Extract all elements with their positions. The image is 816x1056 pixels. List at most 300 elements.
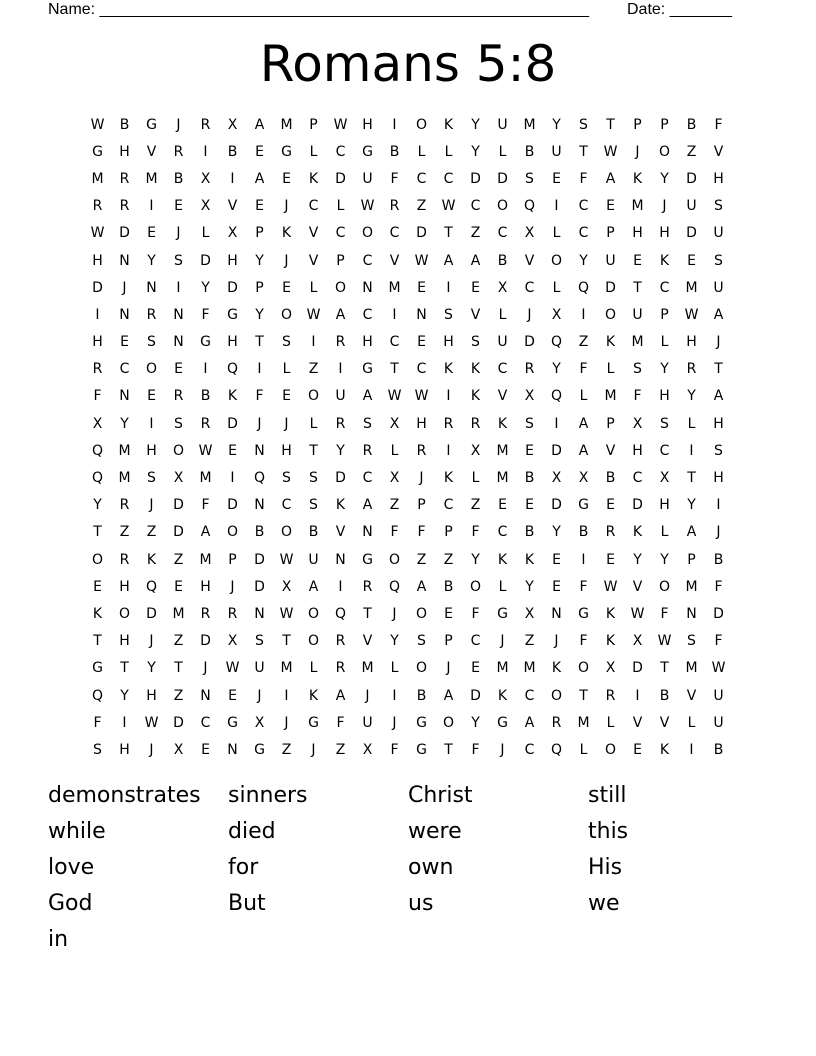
grid-letter: Y (390, 633, 399, 650)
grid-letter: Q (577, 279, 590, 296)
grid-letter: D (335, 470, 346, 487)
grid-letter: J (203, 660, 208, 677)
grid-letter: X (227, 116, 238, 133)
grid-letter: Y (660, 551, 669, 568)
grid-letter: N (254, 605, 265, 622)
grid-letter: C (524, 741, 535, 758)
word-list-item: still (588, 783, 627, 809)
grid-letter: J (419, 470, 424, 487)
grid-letter: R (119, 198, 130, 215)
grid-letter: L (579, 741, 588, 758)
grid-letter: M (523, 116, 536, 133)
grid-letter: L (606, 361, 615, 378)
grid-letter: O (118, 605, 131, 622)
grid-letter: O (280, 306, 293, 323)
grid-letter: C (416, 170, 427, 187)
grid-letter: B (416, 687, 427, 704)
grid-letter: W (603, 143, 618, 160)
grid-letter: O (307, 388, 320, 405)
grid-letter: R (605, 524, 616, 541)
grid-letter: H (227, 252, 238, 269)
grid-letter: Q (91, 470, 104, 487)
grid-letter: C (443, 170, 454, 187)
grid-letter: U (551, 143, 562, 160)
grid-letter: M (91, 170, 104, 187)
grid-letter: B (524, 524, 535, 541)
grid-letter: Q (91, 442, 104, 459)
grid-letter: S (714, 442, 723, 459)
grid-letter: L (417, 143, 426, 160)
grid-letter: Z (335, 741, 346, 758)
grid-letter: H (92, 334, 103, 351)
grid-letter: I (230, 470, 235, 487)
grid-letter: X (632, 633, 643, 650)
grid-letter: L (687, 415, 696, 432)
grid-letter: J (365, 687, 370, 704)
grid-letter: R (686, 361, 697, 378)
grid-letter: V (362, 633, 373, 650)
grid-letter: J (716, 524, 721, 541)
grid-letter: P (309, 116, 318, 133)
grid-letter: F (471, 741, 480, 758)
grid-letter: F (336, 714, 345, 731)
grid-letter: D (470, 687, 481, 704)
grid-letter: U (713, 279, 724, 296)
grid-letter: X (362, 741, 373, 758)
grid-letter: D (713, 605, 724, 622)
grid-letter: P (606, 225, 615, 242)
word-list-item: us (408, 890, 434, 916)
grid-letter: F (93, 714, 102, 731)
grid-letter: N (254, 497, 265, 514)
grid-letter: Z (686, 143, 697, 160)
grid-letter: F (390, 170, 399, 187)
grid-letter: J (257, 687, 262, 704)
grid-letter: M (604, 388, 617, 405)
grid-letter: H (227, 334, 238, 351)
grid-letter: N (119, 252, 130, 269)
grid-letter: M (118, 442, 131, 459)
grid-letter: A (362, 497, 373, 514)
grid-letter: D (551, 442, 562, 459)
grid-letter: I (392, 306, 397, 323)
grid-letter: X (200, 198, 211, 215)
grid-letter: R (92, 198, 103, 215)
grid-letter: X (200, 170, 211, 187)
grid-letter: M (496, 470, 509, 487)
grid-letter: W (90, 225, 105, 242)
grid-letter: R (605, 687, 616, 704)
date-blank: _______ (669, 1, 732, 18)
grid-letter: A (713, 306, 724, 323)
grid-letter: W (333, 116, 348, 133)
grid-letter: B (308, 524, 319, 541)
grid-letter: S (255, 633, 264, 650)
grid-letter: H (659, 388, 670, 405)
grid-letter: M (631, 198, 644, 215)
grid-letter: K (497, 687, 508, 704)
word-list-item: were (408, 819, 462, 845)
word-list (48, 778, 768, 957)
word-list-item: in (48, 926, 69, 952)
grid-letter: J (176, 225, 181, 242)
grid-letter: B (713, 551, 724, 568)
grid-letter: C (362, 470, 373, 487)
grid-letter: S (309, 497, 318, 514)
grid-letter: O (388, 551, 401, 568)
grid-letter: T (363, 605, 372, 622)
grid-letter: M (496, 442, 509, 459)
grid-letter: E (282, 170, 291, 187)
grid-letter: Y (633, 551, 642, 568)
grid-letter: K (443, 470, 454, 487)
grid-letter: X (173, 741, 184, 758)
grid-letter: Y (552, 116, 561, 133)
grid-letter: J (311, 741, 316, 758)
grid-letter: U (497, 116, 508, 133)
grid-letter: L (660, 334, 669, 351)
grid-letter: M (685, 660, 698, 677)
grid-letter: K (659, 252, 670, 269)
grid-letter: K (443, 361, 454, 378)
grid-letter: L (309, 279, 318, 296)
grid-letter: D (686, 225, 697, 242)
grid-letter: A (443, 687, 454, 704)
grid-letter: E (147, 388, 156, 405)
grid-letter: C (578, 225, 589, 242)
grid-letter: B (578, 524, 589, 541)
grid-letter: A (524, 714, 535, 731)
grid-letter: U (254, 660, 265, 677)
grid-letter: O (658, 578, 671, 595)
grid-letter: K (605, 605, 616, 622)
grid-letter: R (335, 415, 346, 432)
grid-letter: D (200, 633, 211, 650)
grid-letter: I (635, 687, 640, 704)
grid-letter: F (390, 741, 399, 758)
grid-letter: R (119, 497, 130, 514)
grid-letter: S (417, 633, 426, 650)
grid-letter: D (227, 497, 238, 514)
grid-letter: C (524, 279, 535, 296)
grid-letter: A (470, 252, 481, 269)
grid-letter: S (147, 470, 156, 487)
grid-letter: K (605, 633, 616, 650)
grid-letter: Q (550, 334, 563, 351)
grid-letter: I (149, 198, 154, 215)
word-list-item: while (48, 819, 106, 845)
grid-letter: X (497, 279, 508, 296)
grid-letter: O (604, 741, 617, 758)
grid-letter: M (280, 116, 293, 133)
grid-letter: L (552, 279, 561, 296)
grid-letter: E (120, 334, 129, 351)
grid-letter: S (147, 334, 156, 351)
grid-letter: G (497, 605, 508, 622)
grid-letter: D (524, 334, 535, 351)
grid-letter: H (659, 225, 670, 242)
grid-letter: B (173, 170, 184, 187)
word-list-item: love (48, 854, 95, 880)
grid-letter: Y (120, 415, 129, 432)
grid-letter: H (443, 334, 454, 351)
grid-letter: T (93, 633, 102, 650)
grid-letter: H (362, 116, 373, 133)
grid-letter: V (308, 252, 319, 269)
grid-letter: S (363, 415, 372, 432)
grid-letter: I (122, 714, 127, 731)
grid-letter: H (713, 415, 724, 432)
grid-letter: U (605, 252, 616, 269)
grid-letter: X (632, 415, 643, 432)
grid-letter: G (254, 741, 265, 758)
grid-letter: Y (660, 361, 669, 378)
grid-letter: D (227, 415, 238, 432)
grid-letter: J (257, 415, 262, 432)
grid-letter: J (500, 633, 505, 650)
grid-letter: T (282, 633, 291, 650)
grid-letter: U (308, 551, 319, 568)
grid-letter: M (496, 660, 509, 677)
grid-letter: Z (119, 524, 130, 541)
name-label: Name: (48, 1, 96, 18)
word-list-item: demonstrates (48, 783, 201, 809)
grid-letter: Y (660, 170, 669, 187)
grid-letter: F (714, 633, 723, 650)
grid-letter: T (444, 741, 453, 758)
grid-letter: M (118, 470, 131, 487)
grid-letter: L (390, 442, 399, 459)
grid-letter: X (254, 714, 265, 731)
grid-letter: U (362, 170, 373, 187)
grid-letter: W (279, 605, 294, 622)
grid-letter: Q (550, 388, 563, 405)
grid-letter: I (95, 306, 100, 323)
grid-letter: Q (91, 687, 104, 704)
grid-letter: Z (146, 524, 157, 541)
grid-letter: R (551, 714, 562, 731)
grid-letter: D (497, 170, 508, 187)
grid-letter: N (416, 306, 427, 323)
grid-letter: C (497, 524, 508, 541)
grid-letter: Q (253, 470, 266, 487)
grid-letter: G (416, 741, 427, 758)
grid-letter: V (470, 306, 481, 323)
grid-letter: S (471, 334, 480, 351)
grid-letter: P (255, 225, 264, 242)
grid-letter: H (92, 252, 103, 269)
grid-letter: K (335, 497, 346, 514)
grid-letter: K (632, 524, 643, 541)
word-list-item: Christ (408, 783, 473, 809)
word-list-item: But (228, 890, 266, 916)
grid-letter: W (711, 660, 726, 677)
grid-letter: E (282, 279, 291, 296)
grid-letter: T (174, 660, 183, 677)
grid-letter: F (201, 306, 210, 323)
grid-letter: A (578, 415, 589, 432)
grid-letter: V (146, 143, 157, 160)
grid-letter: A (443, 252, 454, 269)
grid-letter: G (362, 551, 373, 568)
grid-letter: B (524, 470, 535, 487)
grid-letter: X (524, 225, 535, 242)
grid-letter: Q (334, 605, 347, 622)
grid-letter: L (606, 714, 615, 731)
grid-letter: E (525, 442, 534, 459)
grid-letter: C (497, 225, 508, 242)
grid-letter: J (284, 714, 289, 731)
grid-letter: R (200, 415, 211, 432)
grid-letter: E (174, 198, 183, 215)
grid-letter: Y (579, 252, 588, 269)
grid-letter: N (362, 279, 373, 296)
grid-letter: D (335, 170, 346, 187)
grid-letter: N (119, 388, 130, 405)
grid-letter: O (469, 578, 482, 595)
grid-letter: O (226, 524, 239, 541)
grid-letter: E (687, 252, 696, 269)
grid-letter: S (282, 334, 291, 351)
grid-letter: O (145, 361, 158, 378)
grid-letter: T (93, 524, 102, 541)
grid-letter: L (309, 415, 318, 432)
grid-letter: G (308, 714, 319, 731)
grid-letter: X (524, 605, 535, 622)
grid-letter: H (119, 143, 130, 160)
grid-letter: X (389, 470, 400, 487)
grid-letter: X (578, 470, 589, 487)
grid-letter: C (443, 497, 454, 514)
grid-letter: I (392, 116, 397, 133)
grid-letter: N (173, 334, 184, 351)
grid-letter: E (174, 361, 183, 378)
grid-letter: Z (470, 497, 481, 514)
grid-letter: V (686, 687, 697, 704)
grid-letter: I (689, 741, 694, 758)
grid-letter: S (687, 633, 696, 650)
grid-letter: C (497, 361, 508, 378)
grid-letter: R (146, 306, 157, 323)
grid-letter: Z (578, 334, 589, 351)
grid-letter: V (389, 252, 400, 269)
grid-letter: I (446, 388, 451, 405)
grid-letter: K (605, 334, 616, 351)
grid-letter: O (658, 143, 671, 160)
grid-letter: N (227, 741, 238, 758)
grid-letter: K (146, 551, 157, 568)
grid-letter: N (362, 524, 373, 541)
grid-letter: V (524, 252, 535, 269)
grid-letter: K (92, 605, 103, 622)
grid-letter: O (442, 714, 455, 731)
grid-letter: L (579, 388, 588, 405)
grid-letter: D (227, 279, 238, 296)
grid-letter: M (631, 334, 644, 351)
grid-letter: N (335, 551, 346, 568)
grid-letter: I (284, 687, 289, 704)
date-label: Date: (627, 1, 666, 18)
grid-letter: W (414, 252, 429, 269)
grid-letter: Y (552, 524, 561, 541)
grid-letter: W (414, 388, 429, 405)
grid-letter: O (307, 633, 320, 650)
grid-letter: X (551, 306, 562, 323)
grid-letter: G (281, 143, 292, 160)
grid-letter: T (444, 225, 453, 242)
word-list-item: for (228, 854, 259, 880)
grid-letter: R (92, 361, 103, 378)
grid-letter: P (606, 415, 615, 432)
grid-letter: I (446, 279, 451, 296)
grid-letter: G (227, 306, 238, 323)
grid-letter: T (660, 660, 669, 677)
grid-letter: Z (281, 741, 292, 758)
grid-letter: D (254, 578, 265, 595)
grid-letter: T (633, 279, 642, 296)
grid-letter: T (309, 442, 318, 459)
grid-letter: L (444, 143, 453, 160)
grid-letter: I (392, 687, 397, 704)
grid-letter: N (551, 605, 562, 622)
grid-letter: Q (523, 198, 536, 215)
grid-letter: M (577, 714, 590, 731)
grid-letter: S (579, 116, 588, 133)
grid-letter: I (257, 361, 262, 378)
grid-letter: K (551, 660, 562, 677)
grid-letter: F (660, 605, 669, 622)
grid-letter: O (415, 605, 428, 622)
grid-letter: N (146, 279, 157, 296)
grid-letter: A (578, 442, 589, 459)
grid-letter: F (633, 388, 642, 405)
grid-letter: W (306, 306, 321, 323)
grid-letter: C (335, 143, 346, 160)
page-title: Romans 5:8 (259, 35, 557, 93)
grid-letter: S (525, 170, 534, 187)
grid-letter: M (685, 578, 698, 595)
grid-letter: W (657, 633, 672, 650)
grid-letter: K (281, 225, 292, 242)
grid-letter: P (444, 524, 453, 541)
grid-letter: A (254, 170, 265, 187)
grid-letter: H (659, 497, 670, 514)
grid-letter: C (659, 279, 670, 296)
grid-letter: U (632, 306, 643, 323)
grid-letter: R (524, 361, 535, 378)
grid-letter: M (523, 660, 536, 677)
grid-letter: Z (173, 633, 184, 650)
grid-letter: I (338, 578, 343, 595)
grid-letter: A (605, 170, 616, 187)
grid-letter: C (362, 306, 373, 323)
grid-letter: I (338, 361, 343, 378)
grid-letter: D (173, 714, 184, 731)
grid-letter: S (174, 252, 183, 269)
grid-letter: C (524, 687, 535, 704)
grid-letter: X (92, 415, 103, 432)
grid-letter: U (335, 388, 346, 405)
grid-letter: D (416, 225, 427, 242)
grid-letter: M (199, 551, 212, 568)
grid-letter: W (144, 714, 159, 731)
grid-letter: C (416, 361, 427, 378)
grid-letter: L (498, 143, 507, 160)
grid-letter: U (686, 198, 697, 215)
grid-letter: Z (173, 551, 184, 568)
grid-letter: J (662, 198, 667, 215)
grid-letter: Y (147, 660, 156, 677)
